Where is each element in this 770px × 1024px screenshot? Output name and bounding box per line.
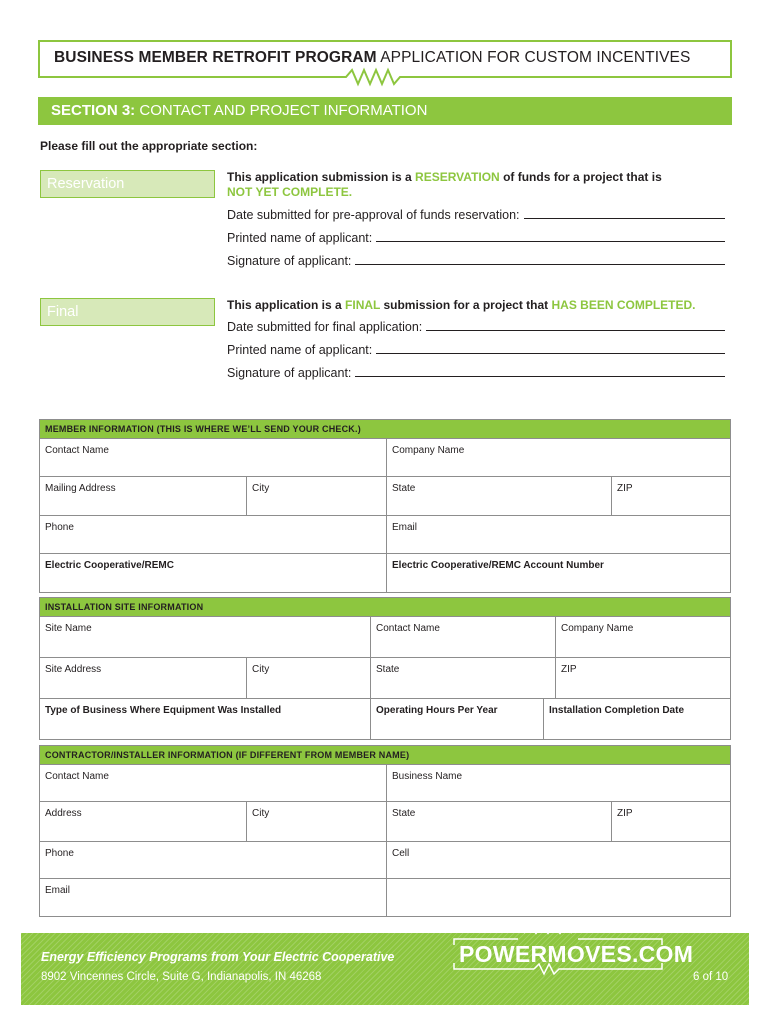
reservation-statement: This application submission is a RESERVATION of funds for a project that is NOT YET COMPLETE. — [227, 170, 662, 199]
contractor-email-cell[interactable]: Email — [40, 879, 387, 916]
member-phone-cell[interactable]: Phone — [40, 516, 387, 553]
contractor-phone-cell[interactable]: Phone — [40, 842, 387, 878]
contractor-cell-cell[interactable]: Cell — [392, 848, 410, 859]
final-date-field[interactable]: Date submitted for final application: — [227, 318, 725, 334]
contractor-state-cell[interactable]: State — [387, 802, 612, 841]
site-address-cell[interactable]: Site Address — [40, 658, 247, 698]
site-zip-cell[interactable]: ZIP — [561, 664, 577, 675]
reservation-name-field[interactable]: Printed name of applicant: — [227, 229, 725, 245]
member-mailing-address-cell[interactable]: Mailing Address — [40, 477, 247, 515]
section-bar: SECTION 3: CONTACT AND PROJECT INFORMATION — [38, 97, 732, 125]
reservation-signature-field[interactable]: Signature of applicant: — [227, 252, 725, 268]
footer-tagline: Energy Efficiency Programs from Your Electric Cooperative — [41, 950, 395, 964]
member-state-cell[interactable]: State — [387, 477, 612, 515]
site-info-header: INSTALLATION SITE INFORMATION — [40, 598, 730, 617]
site-city-cell[interactable]: City — [247, 658, 371, 698]
member-city-cell[interactable]: City — [247, 477, 387, 515]
site-state-cell[interactable]: State — [371, 658, 556, 698]
contractor-contact-name-cell[interactable]: Contact Name — [40, 765, 387, 801]
footer — [21, 933, 749, 1005]
final-signature-field[interactable]: Signature of applicant: — [227, 364, 725, 380]
contractor-address-cell[interactable]: Address — [40, 802, 247, 841]
contractor-info-header: CONTRACTOR/INSTALLER INFORMATION (IF DIFFERENT FROM MEMBER NAME) — [40, 746, 730, 765]
site-business-type-cell[interactable]: Type of Business Where Equipment Was Installed — [40, 699, 371, 739]
final-name-field[interactable]: Printed name of applicant: — [227, 341, 725, 357]
member-coop-account-cell[interactable]: Electric Cooperative/REMC Account Number — [392, 560, 604, 571]
contractor-extra-cell[interactable] — [387, 879, 730, 916]
contractor-info-table — [39, 745, 731, 917]
member-company-name-cell[interactable]: Company Name — [392, 445, 465, 456]
site-operating-hours-cell[interactable]: Operating Hours Per Year — [371, 699, 544, 739]
intro-text: Please fill out the appropriate section: — [40, 139, 258, 153]
final-tag: Final — [40, 298, 215, 326]
reservation-tag: Reservation — [40, 170, 215, 198]
document-title: BUSINESS MEMBER RETROFIT PROGRAM APPLICATION FOR CUSTOM INCENTIVES — [54, 49, 691, 66]
contractor-city-cell[interactable]: City — [247, 802, 387, 841]
site-name-cell[interactable]: Site Name — [40, 617, 371, 657]
site-info-table — [39, 597, 731, 740]
powermoves-logo: POWERMOVES.COM — [459, 941, 694, 967]
site-company-name-cell[interactable]: Company Name — [561, 623, 634, 634]
member-info-table — [39, 419, 731, 593]
zigzag-logo-icon — [300, 66, 418, 88]
reservation-date-field[interactable]: Date submitted for pre-approval of funds reservation: — [227, 206, 725, 222]
member-coop-cell[interactable]: Electric Cooperative/REMC — [40, 554, 387, 592]
site-completion-date-cell[interactable]: Installation Completion Date — [549, 705, 685, 716]
member-email-cell[interactable]: Email — [392, 522, 418, 533]
site-contact-name-cell[interactable]: Contact Name — [371, 617, 556, 657]
page-number: 6 of 10 — [693, 971, 729, 983]
final-statement: This application is a FINAL submission for a project that HAS BEEN COMPLETED. — [227, 298, 696, 312]
member-zip-cell[interactable]: ZIP — [617, 483, 633, 494]
contractor-business-name-cell[interactable]: Business Name — [392, 771, 463, 782]
footer-address: 8902 Vincennes Circle, Suite G, Indianapolis, IN 46268 — [41, 971, 322, 983]
member-info-header: MEMBER INFORMATION (THIS IS WHERE WE’LL SEND YOUR CHECK.) — [40, 420, 730, 439]
contractor-zip-cell[interactable]: ZIP — [617, 808, 633, 819]
member-contact-name-cell[interactable]: Contact Name — [40, 439, 387, 476]
